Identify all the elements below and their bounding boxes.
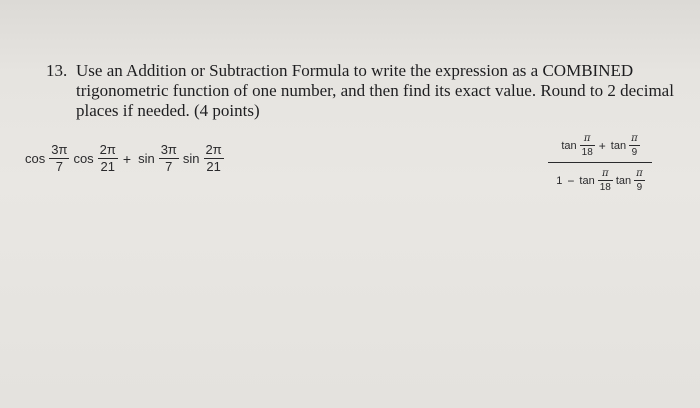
tan-fn: tan <box>610 139 627 152</box>
fraction-pi-over-9: $\frac{\pi}{9}$ <box>636 168 643 193</box>
problem-line-3: places if needed. (4 points) <box>76 101 260 120</box>
expression-2 <box>548 133 652 193</box>
cos-fn: cos <box>73 151 94 166</box>
fraction-pi-over-18: $\frac{\pi}{18}$ <box>599 168 611 193</box>
cos-fn: cos <box>25 151 46 166</box>
fraction-pi-over-18: $\frac{\pi}{18}$ <box>581 133 593 158</box>
tan-fn: tan <box>615 174 632 187</box>
plus-sign: + <box>122 150 132 167</box>
tangent-sum-fraction <box>548 133 652 193</box>
sin-fn: sin <box>182 151 200 166</box>
expression-2-denominator <box>554 168 645 193</box>
fraction-2pi-over-21: $\frac{2\pi}{21}$ <box>99 142 116 174</box>
minus-sign: − <box>567 173 575 188</box>
problem-statement <box>46 61 686 121</box>
main-fraction-bar <box>548 162 652 163</box>
problem-line-2: trigonometric function of one number, and then find its exact value. Round to 2 decimal <box>76 81 674 100</box>
expression-1 <box>22 143 225 174</box>
problem-line-1: Use an Addition or Subtraction Formula to write the expression as a COMBINED <box>76 61 634 80</box>
one: 1 <box>556 174 563 187</box>
tan-fn: tan <box>579 174 595 187</box>
tan-fn: tan <box>561 139 577 152</box>
problem-number: 13. <box>46 61 68 80</box>
expression-2-numerator <box>559 133 640 158</box>
plus-sign: + <box>598 138 606 153</box>
sin-fn: sin <box>138 151 155 166</box>
fraction-3pi-over-7: $\frac{3\pi}{7}$ <box>160 142 177 174</box>
fraction-2pi-over-21: $\frac{2\pi}{21}$ <box>205 142 222 174</box>
fraction-pi-over-9: $\frac{\pi}{9}$ <box>631 133 638 158</box>
fraction-3pi-over-7: $\frac{3\pi}{7}$ <box>51 142 68 174</box>
